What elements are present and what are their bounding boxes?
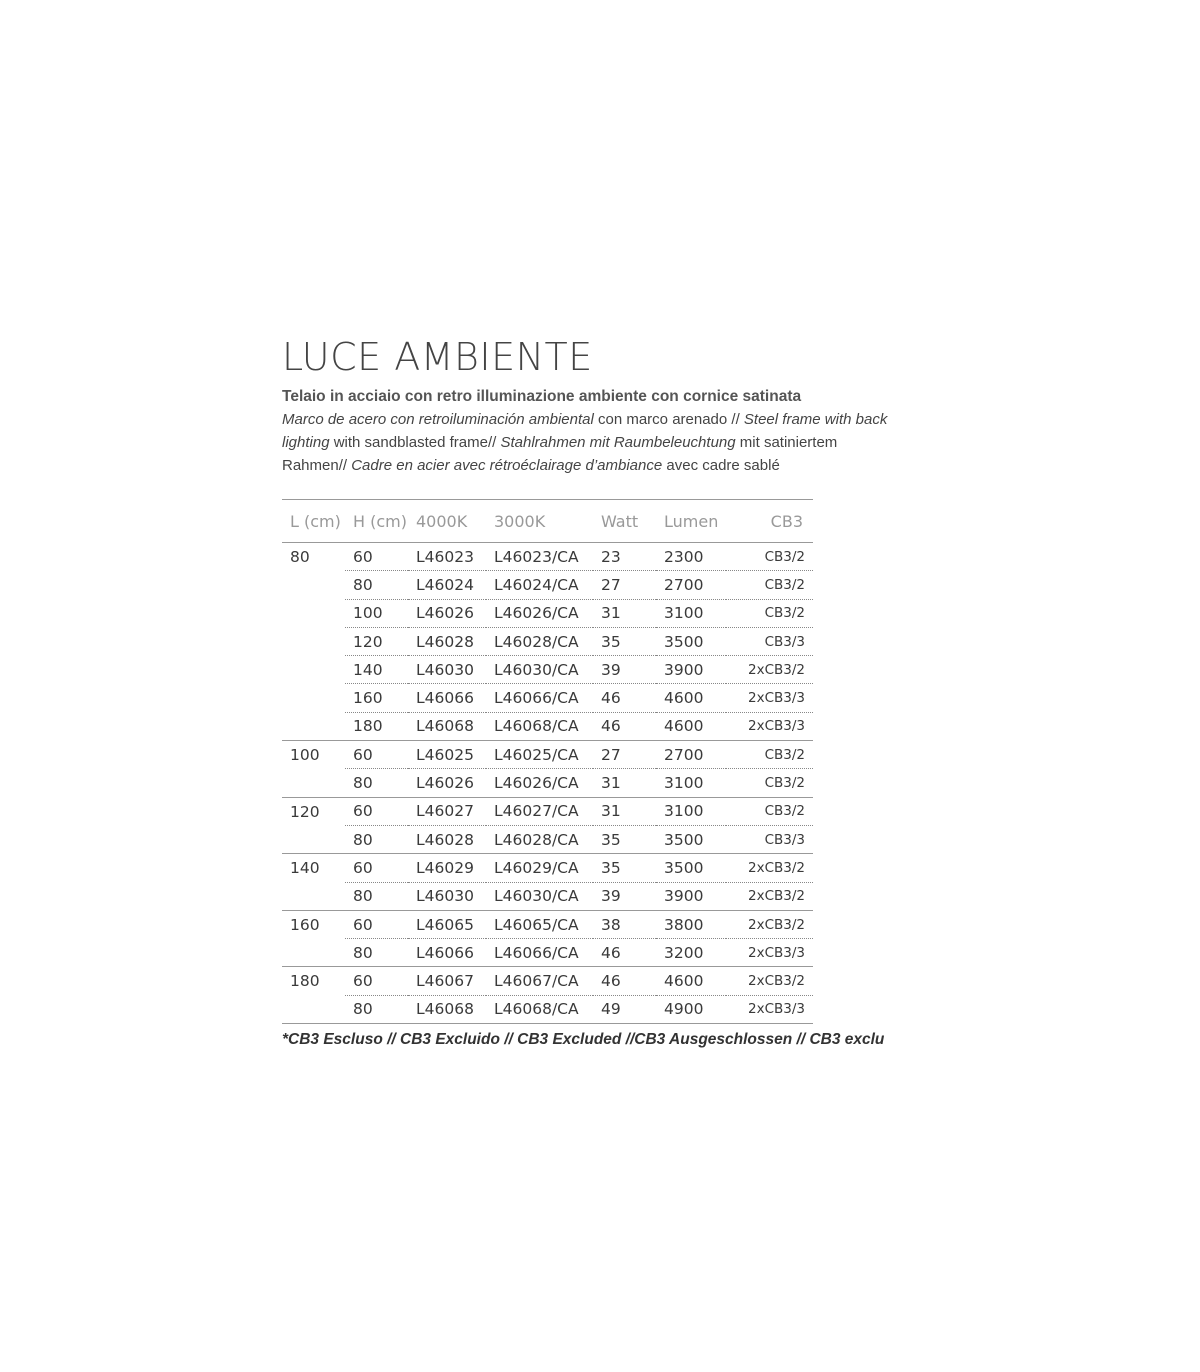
description-segment: con marco arenado // xyxy=(593,411,744,428)
cell-code-3000k: L46026/CA xyxy=(486,599,593,627)
spec-table xyxy=(282,499,813,1024)
cell-cb3: CB3/3 xyxy=(764,831,805,848)
cell-watt: 49 xyxy=(593,995,656,1023)
cell-watt: 27 xyxy=(593,571,656,599)
cell-code-3000k: L46027/CA xyxy=(486,797,593,825)
cell-lumen: 3500 xyxy=(656,854,726,882)
cell-code-4000k: L46065 xyxy=(408,910,486,938)
cell-cb3: CB3/2 xyxy=(726,571,813,599)
cell-height: 80 xyxy=(353,943,373,962)
cell-code-3000k: L46068/CA xyxy=(494,717,579,736)
table-row xyxy=(282,741,813,769)
cell-code-3000k: L46029/CA xyxy=(486,854,593,882)
cell-height: 140 xyxy=(345,656,408,684)
table-row xyxy=(282,967,813,995)
col-header-height: H (cm) xyxy=(353,511,407,531)
cell-cb3: 2xCB3/2 xyxy=(726,967,813,995)
cell-code-4000k: L46030 xyxy=(408,656,486,684)
cell-cb3: 2xCB3/3 xyxy=(748,944,805,961)
cell-height: 60 xyxy=(345,741,408,769)
description xyxy=(282,408,902,477)
cell-code-4000k: L46068 xyxy=(416,717,474,736)
cell-watt: 46 xyxy=(593,967,656,995)
cell-lumen: 4600 xyxy=(664,717,704,736)
cell-lumen: 3100 xyxy=(656,797,726,825)
cell-lumen: 3900 xyxy=(664,887,704,906)
cell-height: 80 xyxy=(345,995,408,1023)
cell-lumen: 3800 xyxy=(656,910,726,938)
col-header-cb3: CB3 xyxy=(770,511,803,531)
cell-cb3: 2xCB3/3 xyxy=(726,995,813,1023)
cell-lumen: 4600 xyxy=(656,967,726,995)
table-row xyxy=(282,599,813,627)
cell-code-4000k: L46028 xyxy=(416,830,474,849)
cell-lumen: 4900 xyxy=(656,995,726,1023)
cell-watt: 35 xyxy=(593,627,656,655)
table-row xyxy=(282,995,813,1023)
footnote: *CB3 Escluso // CB3 Excluido // CB3 Excluded //CB3 Ausgeschlossen // CB3 exclu xyxy=(282,1031,885,1048)
table-row xyxy=(282,571,813,599)
cell-height: 60 xyxy=(345,543,408,571)
cell-height: 80 xyxy=(345,571,408,599)
cell-cb3: CB3/2 xyxy=(726,741,813,769)
cell-cb3: 2xCB3/2 xyxy=(726,656,813,684)
cell-lumen: 3100 xyxy=(656,599,726,627)
cell-height: 100 xyxy=(345,599,408,627)
description-segment: Steel frame with back lighting xyxy=(282,411,888,451)
cell-code-3000k: L46030/CA xyxy=(486,656,593,684)
table-row xyxy=(282,684,813,712)
cell-watt: 35 xyxy=(593,854,656,882)
cell-height: 160 xyxy=(345,684,408,712)
cell-watt: 38 xyxy=(593,910,656,938)
table-row xyxy=(282,656,813,684)
table-row xyxy=(282,543,813,571)
col-header-4000k: 4000K xyxy=(416,511,468,531)
col-header-lumen: Lumen xyxy=(664,511,719,531)
description-segment: Cadre en acier avec rétroéclairage d’ambiance xyxy=(351,457,663,474)
page-title: LUCE AMBIENTE xyxy=(282,335,593,379)
cell-watt: 27 xyxy=(593,741,656,769)
cell-code-3000k: L46066/CA xyxy=(494,943,579,962)
cell-code-4000k: L46026 xyxy=(416,774,474,793)
cell-code-4000k: L46068 xyxy=(408,995,486,1023)
cell-height: 60 xyxy=(345,854,408,882)
col-header-watt: Watt xyxy=(601,511,639,531)
header-block xyxy=(282,332,922,477)
table-header-row xyxy=(282,500,813,543)
cell-watt: 46 xyxy=(601,717,621,736)
col-header-3000k: 3000K xyxy=(494,511,546,531)
cell-cb3: 2xCB3/2 xyxy=(726,910,813,938)
cell-code-4000k: L46024 xyxy=(408,571,486,599)
cell-watt: 35 xyxy=(601,830,621,849)
table-row xyxy=(282,910,813,938)
cell-cb3: 2xCB3/3 xyxy=(726,684,813,712)
cell-code-4000k: L46029 xyxy=(408,854,486,882)
cell-code-3000k: L46025/CA xyxy=(486,741,593,769)
cell-code-4000k: L46023 xyxy=(408,543,486,571)
cell-height: 60 xyxy=(345,910,408,938)
cell-cb3: CB3/2 xyxy=(726,797,813,825)
cell-code-4000k: L46025 xyxy=(408,741,486,769)
table-body xyxy=(282,543,813,1024)
cell-watt: 31 xyxy=(593,599,656,627)
cell-lumen: 4600 xyxy=(656,684,726,712)
cell-lumen: 2700 xyxy=(656,741,726,769)
cell-lumen: 3900 xyxy=(656,656,726,684)
cell-length: 180 xyxy=(282,967,345,1024)
cell-lumen: 3200 xyxy=(664,943,704,962)
cell-cb3: 2xCB3/2 xyxy=(726,854,813,882)
table-row xyxy=(282,712,813,740)
cell-code-3000k: L46067/CA xyxy=(486,967,593,995)
cell-code-4000k: L46067 xyxy=(408,967,486,995)
cell-watt: 46 xyxy=(593,684,656,712)
table-row xyxy=(282,797,813,825)
cell-cb3: 2xCB3/2 xyxy=(748,888,805,905)
cell-cb3: CB3/3 xyxy=(726,627,813,655)
cell-length: 140 xyxy=(282,854,345,911)
cell-cb3: CB3/2 xyxy=(726,543,813,571)
cell-cb3: CB3/2 xyxy=(726,599,813,627)
cell-code-4000k: L46026 xyxy=(408,599,486,627)
cell-lumen: 2700 xyxy=(656,571,726,599)
description-segment: avec cadre sablé xyxy=(662,457,780,474)
cell-height: 80 xyxy=(353,830,373,849)
cell-height: 180 xyxy=(353,717,383,736)
cell-code-3000k: L46028/CA xyxy=(486,627,593,655)
description-segment: Stahlrahmen mit Raumbeleuchtung xyxy=(500,434,736,451)
cell-length: 100 xyxy=(282,741,345,798)
cell-height: 60 xyxy=(345,967,408,995)
cell-code-3000k: L46026/CA xyxy=(494,774,579,793)
cell-height: 80 xyxy=(353,774,373,793)
col-header-length: L (cm) xyxy=(290,511,341,531)
description-segment: mit satiniertem Rahmen// xyxy=(282,434,838,474)
cell-lumen: 3100 xyxy=(664,774,704,793)
table-row xyxy=(282,627,813,655)
cell-cb3: 2xCB3/3 xyxy=(748,718,805,735)
table-row xyxy=(282,769,813,797)
cell-code-4000k: L46066 xyxy=(416,943,474,962)
cell-code-4000k: L46066 xyxy=(408,684,486,712)
cell-watt: 31 xyxy=(593,797,656,825)
table-row xyxy=(282,882,813,910)
cell-watt: 31 xyxy=(601,774,621,793)
cell-code-3000k: L46023/CA xyxy=(486,543,593,571)
cell-code-3000k: L46030/CA xyxy=(494,887,579,906)
table-row xyxy=(282,854,813,882)
cell-code-3000k: L46065/CA xyxy=(486,910,593,938)
table-row xyxy=(282,939,813,967)
cell-length: 120 xyxy=(282,797,345,854)
cell-watt: 46 xyxy=(601,943,621,962)
cell-code-3000k: L46068/CA xyxy=(486,995,593,1023)
cell-height: 80 xyxy=(353,887,373,906)
cell-watt: 23 xyxy=(593,543,656,571)
cell-code-3000k: L46066/CA xyxy=(486,684,593,712)
cell-lumen: 3500 xyxy=(664,830,704,849)
cell-code-4000k: L46030 xyxy=(416,887,474,906)
cell-code-3000k: L46024/CA xyxy=(486,571,593,599)
cell-lumen: 3500 xyxy=(656,627,726,655)
cell-code-3000k: L46028/CA xyxy=(494,830,579,849)
cell-watt: 39 xyxy=(593,656,656,684)
cell-code-4000k: L46028 xyxy=(408,627,486,655)
cell-height: 120 xyxy=(345,627,408,655)
cell-lumen: 2300 xyxy=(656,543,726,571)
cell-watt: 39 xyxy=(601,887,621,906)
subtitle: Telaio in acciaio con retro illuminazione ambiente con cornice satinata xyxy=(282,388,802,405)
cell-length: 80 xyxy=(282,543,345,741)
cell-cb3: CB3/2 xyxy=(764,775,805,792)
cell-length: 160 xyxy=(282,910,345,967)
table-row xyxy=(282,825,813,853)
cell-code-4000k: L46027 xyxy=(408,797,486,825)
description-segment: Marco de acero con retroiluminación ambiental xyxy=(282,411,594,428)
cell-height: 60 xyxy=(345,797,408,825)
description-segment: with sandblasted frame// xyxy=(329,434,501,451)
